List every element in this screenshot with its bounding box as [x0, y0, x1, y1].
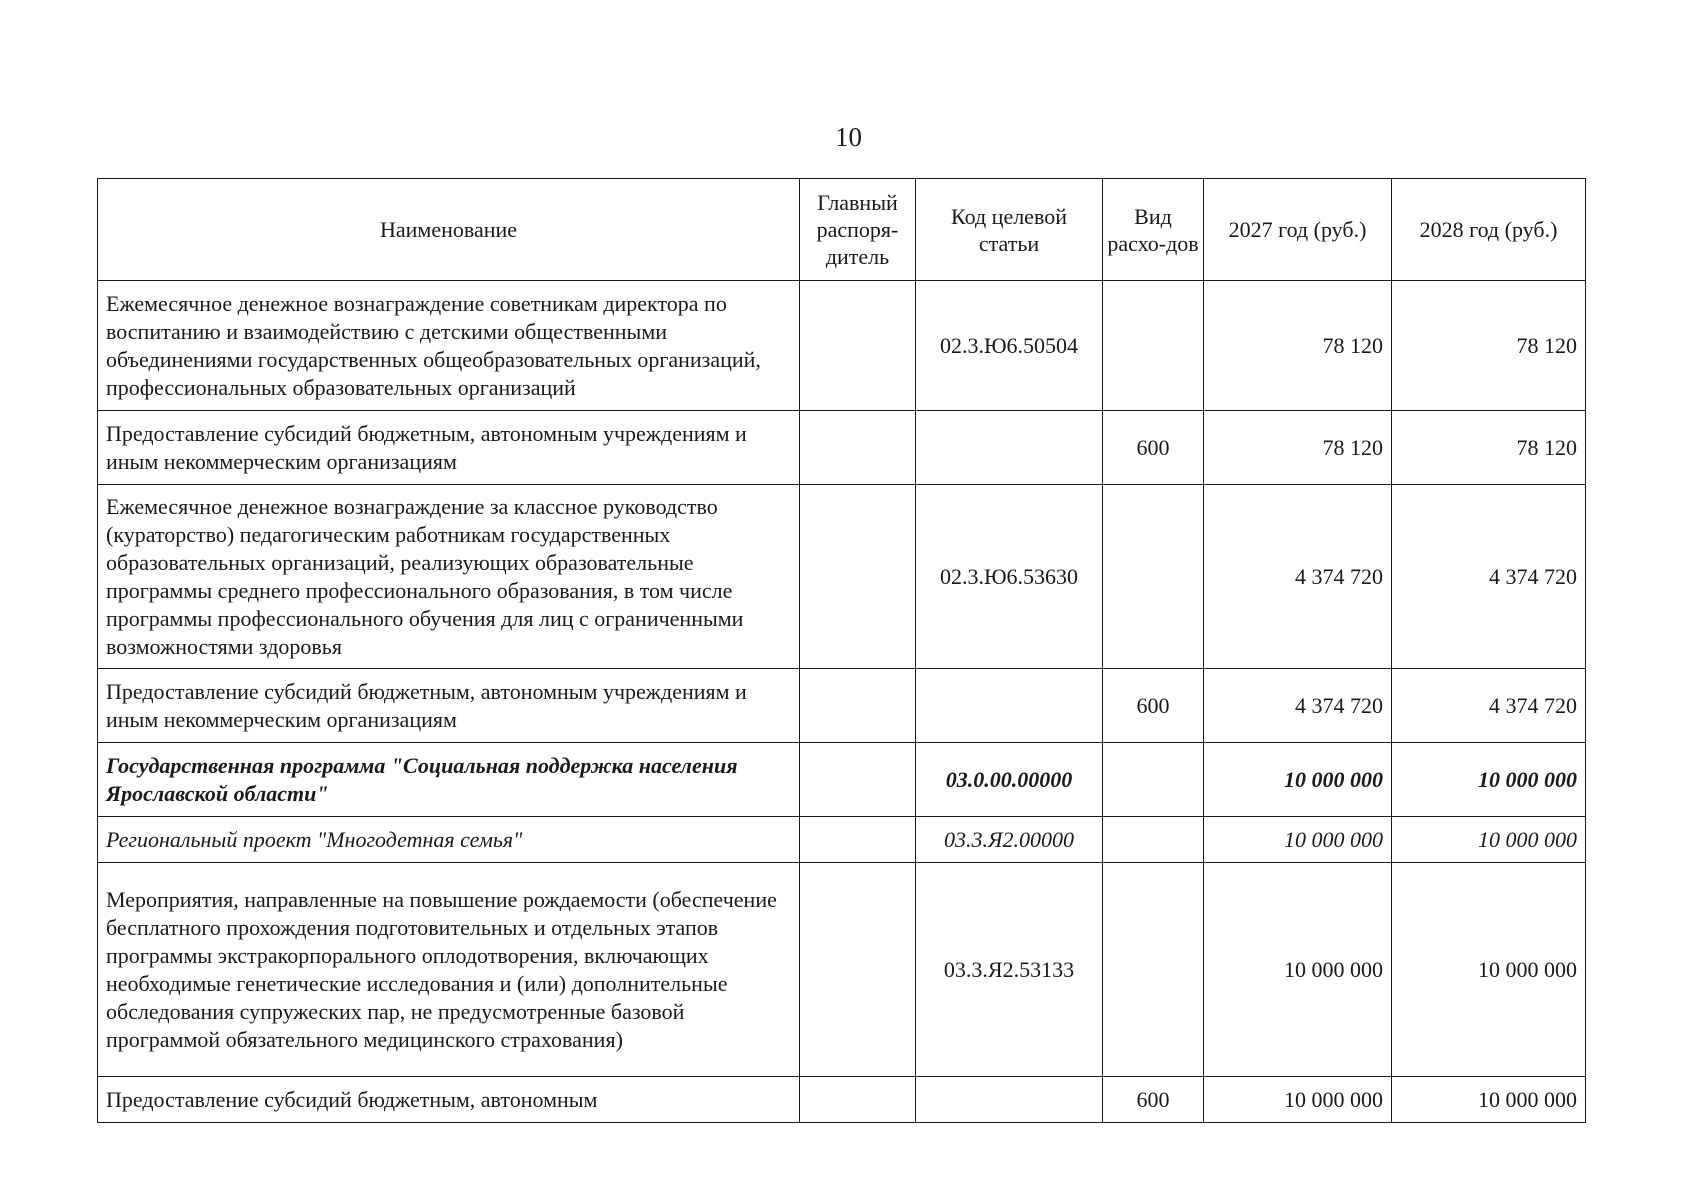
- row-2028: 10 000 000: [1392, 817, 1586, 863]
- row-2027: 78 120: [1204, 281, 1392, 411]
- row-name: Ежемесячное денежное вознаграждение за классное руководство (кураторство) педагогическим работникам государственных образовательных организаций, реализующих образовательные программы среднего профессионального образования, в том числе программы профессионального обучения для лиц с ограниченными возможностями здоровья: [98, 485, 800, 669]
- table-row: [98, 1077, 1586, 1123]
- row-manager: [800, 485, 916, 669]
- row-type: [1103, 743, 1204, 817]
- table-header-row: [98, 179, 1586, 281]
- row-2028: 78 120: [1392, 411, 1586, 485]
- header-type: Вид расхо-дов: [1103, 179, 1204, 281]
- table-row: [98, 669, 1586, 743]
- row-type: 600: [1103, 411, 1204, 485]
- row-manager: [800, 817, 916, 863]
- row-2027: 4 374 720: [1204, 669, 1392, 743]
- row-name: Предоставление субсидий бюджетным, автономным учреждениям и иным некоммерческим организациям: [98, 669, 800, 743]
- row-code: [916, 669, 1103, 743]
- row-code: 02.3.Ю6.53630: [916, 485, 1103, 669]
- header-manager: Главный распоря-дитель: [800, 179, 916, 281]
- row-name: Государственная программа "Социальная поддержка населения Ярославской области": [98, 743, 800, 817]
- row-name: Предоставление субсидий бюджетным, автономным учреждениям и иным некоммерческим организациям: [98, 411, 800, 485]
- table-row: [98, 411, 1586, 485]
- row-name: Мероприятия, направленные на повышение рождаемости (обеспечение бесплатного прохождения подготовительных и отдельных этапов программы экстракорпорального оплодотворения, включающих необходимые генетические исследования и (или) дополнительные обследования супружеских пар, не предусмотренные базовой программой обязательного медицинского страхования): [98, 863, 800, 1077]
- row-type: [1103, 817, 1204, 863]
- row-name: Ежемесячное денежное вознаграждение советникам директора по воспитанию и взаимодействию с детскими общественными объединениями государственных общеобразовательных организаций, профессиональных образовательных организаций: [98, 281, 800, 411]
- row-type: [1103, 485, 1204, 669]
- row-2028: 10 000 000: [1392, 1077, 1586, 1123]
- row-2027: 10 000 000: [1204, 1077, 1392, 1123]
- row-type: [1103, 863, 1204, 1077]
- row-code: [916, 1077, 1103, 1123]
- row-2028: 4 374 720: [1392, 485, 1586, 669]
- header-code: Код целевой статьи: [916, 179, 1103, 281]
- header-year-2027: 2027 год (руб.): [1204, 179, 1392, 281]
- row-2027: 10 000 000: [1204, 817, 1392, 863]
- row-code: [916, 411, 1103, 485]
- row-2027: 10 000 000: [1204, 743, 1392, 817]
- row-2028: 78 120: [1392, 281, 1586, 411]
- header-year-2028: 2028 год (руб.): [1392, 179, 1586, 281]
- row-code: 03.0.00.00000: [916, 743, 1103, 817]
- table-row: [98, 863, 1586, 1077]
- row-code: 03.3.Я2.53133: [916, 863, 1103, 1077]
- row-2028: 10 000 000: [1392, 863, 1586, 1077]
- row-type: 600: [1103, 1077, 1204, 1123]
- row-type: 600: [1103, 669, 1204, 743]
- row-manager: [800, 411, 916, 485]
- table-row: [98, 743, 1586, 817]
- row-manager: [800, 743, 916, 817]
- table-row: [98, 281, 1586, 411]
- row-2027: 10 000 000: [1204, 863, 1392, 1077]
- row-2027: 4 374 720: [1204, 485, 1392, 669]
- row-type: [1103, 281, 1204, 411]
- row-2028: 10 000 000: [1392, 743, 1586, 817]
- row-2027: 78 120: [1204, 411, 1392, 485]
- row-2028: 4 374 720: [1392, 669, 1586, 743]
- row-code: 03.3.Я2.00000: [916, 817, 1103, 863]
- row-name: Региональный проект "Многодетная семья": [98, 817, 800, 863]
- row-manager: [800, 1077, 916, 1123]
- row-name: Предоставление субсидий бюджетным, автономным: [98, 1077, 800, 1123]
- page-number: 10: [835, 122, 862, 152]
- row-manager: [800, 669, 916, 743]
- row-code: 02.3.Ю6.50504: [916, 281, 1103, 411]
- row-manager: [800, 281, 916, 411]
- budget-table: [97, 178, 1586, 1123]
- header-name: Наименование: [98, 179, 800, 281]
- table-row: [98, 485, 1586, 669]
- table-row: [98, 817, 1586, 863]
- row-manager: [800, 863, 916, 1077]
